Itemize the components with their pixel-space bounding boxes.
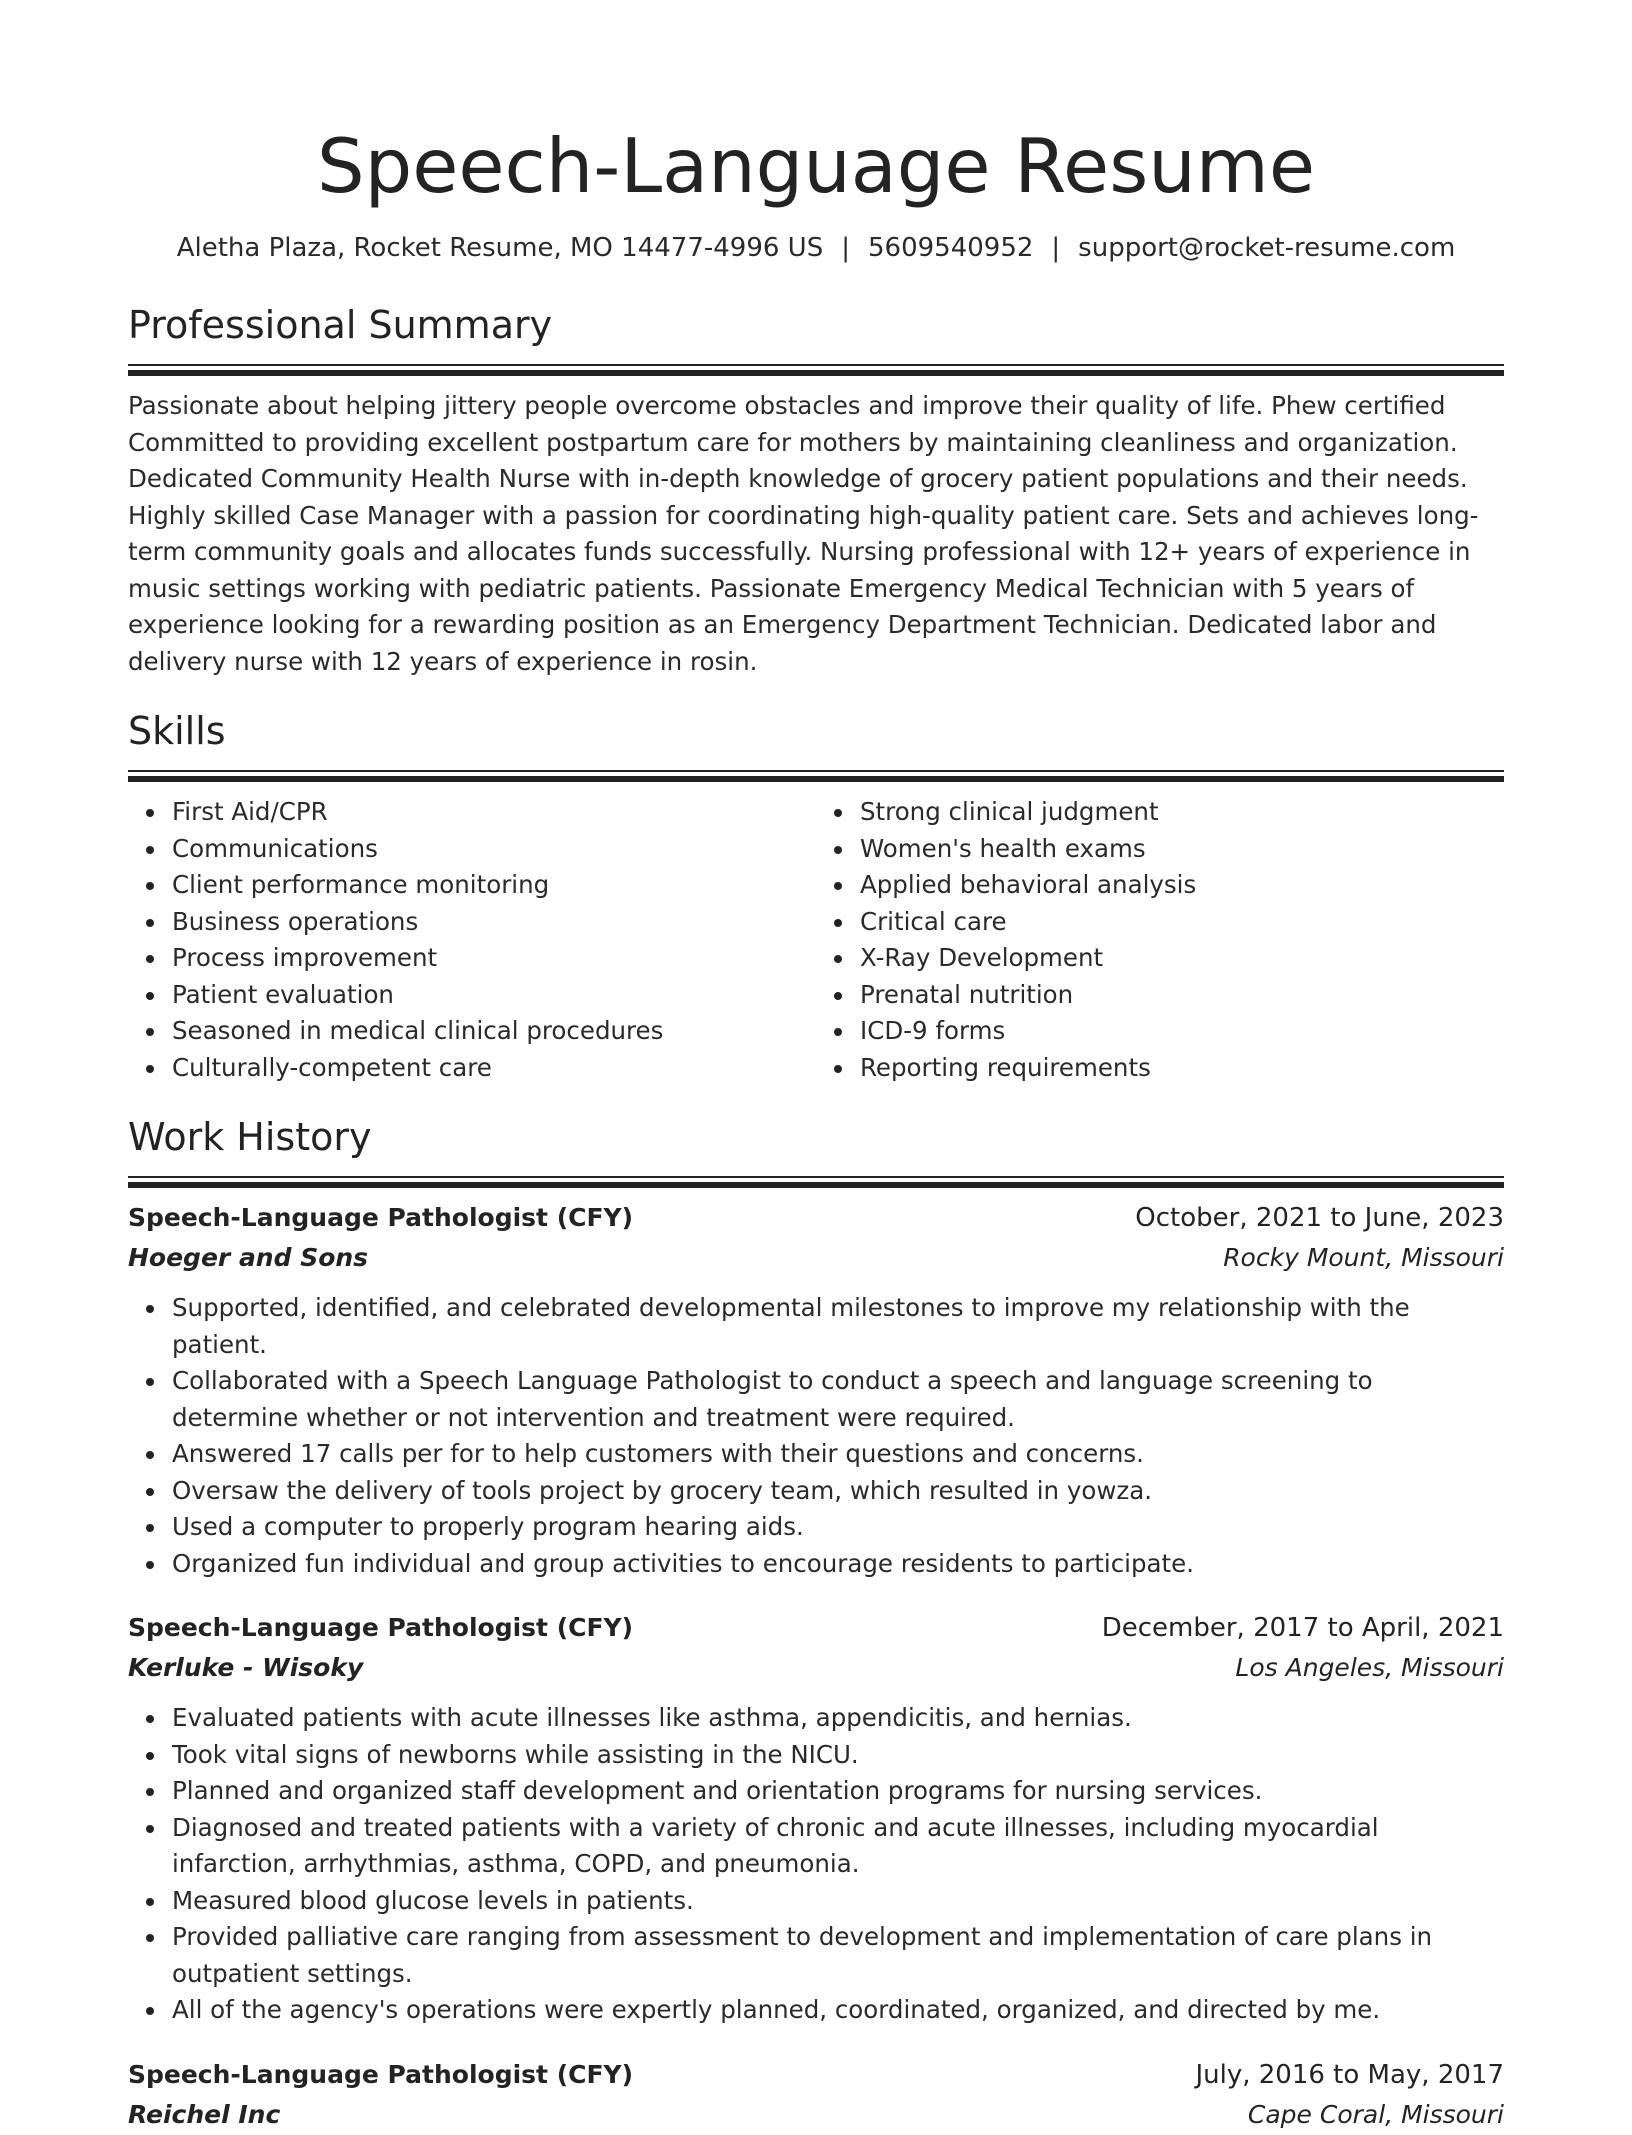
job-bullet: Diagnosed and treated patients with a variety of chronic and acute illnesses, including myocardial infarction, arrhythmias, asthma, COPD, and pneumonia. bbox=[172, 1810, 1504, 1883]
job-bullets bbox=[128, 1700, 1504, 2029]
job-location: Los Angeles, Missouri bbox=[1235, 1653, 1504, 1682]
skill-item: First Aid/CPR bbox=[172, 794, 816, 831]
job-location: Rocky Mount, Missouri bbox=[1223, 1243, 1504, 1272]
summary-section bbox=[128, 300, 1504, 680]
job-bullet: Used a computer to properly program hearing aids. bbox=[172, 1509, 1504, 1546]
contact-line bbox=[128, 228, 1504, 268]
job-title: Speech-Language Pathologist (CFY) bbox=[128, 1613, 634, 1642]
section-heading-skills: Skills bbox=[128, 709, 226, 753]
section-heading-work-history: Work History bbox=[128, 1115, 372, 1159]
job-subheader-row bbox=[128, 1238, 1504, 1278]
skills-list-right bbox=[816, 794, 1504, 1086]
job-bullet: Organized fun individual and group activities to encourage residents to participate. bbox=[172, 1546, 1504, 1583]
section-divider bbox=[128, 770, 1504, 776]
skills-columns bbox=[128, 794, 1504, 1086]
job-company: Reichel Inc bbox=[128, 2099, 281, 2129]
job-entry bbox=[128, 1198, 1504, 1582]
job-title: Speech-Language Pathologist (CFY) bbox=[128, 2059, 634, 2089]
section-heading-summary: Professional Summary bbox=[128, 303, 553, 347]
job-dates: December, 2017 to April, 2021 bbox=[1101, 1613, 1504, 1643]
job-entry bbox=[128, 1608, 1504, 2029]
summary-text: Passionate about helping jittery people overcome obstacles and improve their quality of life. Phew certified Committed to providing excellent postpartum care for mothers by maintaining cleanliness and organization. Dedicated Community Health Nurse with in-depth knowledge of grocery patient populations and their needs. Highly skilled Case Manager with a passion for coordinating high-quality patient care. Sets and achieves long-term community goals and allocates funds successfully. Nursing professional with 12+ years of experience in music settings working with pediatric patients. Passionate Emergency Medical Technician with 5 years of experience looking for a rewarding position as an Emergency Department Technician. Dedicated labor and delivery nurse with 12 years of experience in rosin. bbox=[128, 391, 1479, 676]
skill-item: Critical care bbox=[860, 904, 1504, 941]
job-company: Kerluke - Wisoky bbox=[128, 1653, 364, 1682]
skill-item: Process improvement bbox=[172, 940, 816, 977]
job-dates: July, 2016 to May, 2017 bbox=[1195, 2059, 1504, 2090]
skill-item: Client performance monitoring bbox=[172, 867, 816, 904]
job-bullet: Collaborated with a Speech Language Pathologist to conduct a speech and language screening to determine whether or not intervention and treatment were required. bbox=[172, 1363, 1504, 1436]
job-entry bbox=[128, 2055, 1504, 2135]
job-bullet: Planned and organized staff development and orientation programs for nursing services. bbox=[172, 1773, 1504, 1810]
skill-item: Culturally-competent care bbox=[172, 1050, 816, 1087]
skill-item: Prenatal nutrition bbox=[860, 977, 1504, 1014]
skill-item: Strong clinical judgment bbox=[860, 794, 1504, 831]
contact-address: Aletha Plaza, Rocket Resume, MO 14477-4996 US bbox=[176, 233, 824, 263]
job-subheader-row bbox=[128, 2095, 1504, 2135]
contact-separator: | bbox=[841, 233, 850, 263]
job-bullet: Provided palliative care ranging from assessment to development and implementation of care plans in outpatient settings. bbox=[172, 1919, 1504, 1992]
job-bullet: Evaluated patients with acute illnesses like asthma, appendicitis, and hernias. bbox=[172, 1700, 1504, 1737]
job-header-row bbox=[128, 2055, 1504, 2095]
job-title: Speech-Language Pathologist (CFY) bbox=[128, 1203, 634, 1232]
resume-title: Speech-Language Resume bbox=[317, 122, 1315, 210]
contact-email: support@rocket-resume.com bbox=[1078, 233, 1456, 263]
job-header-row bbox=[128, 1608, 1504, 1648]
job-location: Cape Coral, Missouri bbox=[1247, 2099, 1504, 2129]
skill-item: Women's health exams bbox=[860, 831, 1504, 868]
job-bullet: Oversaw the delivery of tools project by grocery team, which resulted in yowza. bbox=[172, 1473, 1504, 1510]
skill-item: Reporting requirements bbox=[860, 1050, 1504, 1087]
job-bullet: Supported, identified, and celebrated developmental milestones to improve my relationship with the patient. bbox=[172, 1290, 1504, 1363]
job-bullet: Answered 17 calls per for to help customers with their questions and concerns. bbox=[172, 1436, 1504, 1473]
skill-item: X-Ray Development bbox=[860, 940, 1504, 977]
skill-item: Seasoned in medical clinical procedures bbox=[172, 1013, 816, 1050]
skill-item: Business operations bbox=[172, 904, 816, 941]
job-dates: October, 2021 to June, 2023 bbox=[1135, 1203, 1504, 1233]
section-divider bbox=[128, 1176, 1504, 1182]
section-divider bbox=[128, 364, 1504, 370]
job-bullets bbox=[128, 1290, 1504, 1582]
contact-phone: 5609540952 bbox=[867, 233, 1034, 263]
skill-item: Communications bbox=[172, 831, 816, 868]
skills-section bbox=[128, 706, 1504, 1086]
skills-list-left bbox=[128, 794, 816, 1086]
job-company: Hoeger and Sons bbox=[128, 1243, 369, 1272]
skill-item: Patient evaluation bbox=[172, 977, 816, 1014]
work-history-section bbox=[128, 1112, 1504, 2135]
job-header-row bbox=[128, 1198, 1504, 1238]
contact-separator: | bbox=[1051, 233, 1061, 263]
job-subheader-row bbox=[128, 1648, 1504, 1688]
job-bullet: Took vital signs of newborns while assisting in the NICU. bbox=[172, 1737, 1504, 1774]
skill-item: ICD-9 forms bbox=[860, 1013, 1504, 1050]
job-bullet: Measured blood glucose levels in patients. bbox=[172, 1883, 1504, 1920]
skill-item: Applied behavioral analysis bbox=[860, 867, 1504, 904]
job-bullet: All of the agency's operations were expertly planned, coordinated, organized, and directed by me. bbox=[172, 1992, 1504, 2029]
